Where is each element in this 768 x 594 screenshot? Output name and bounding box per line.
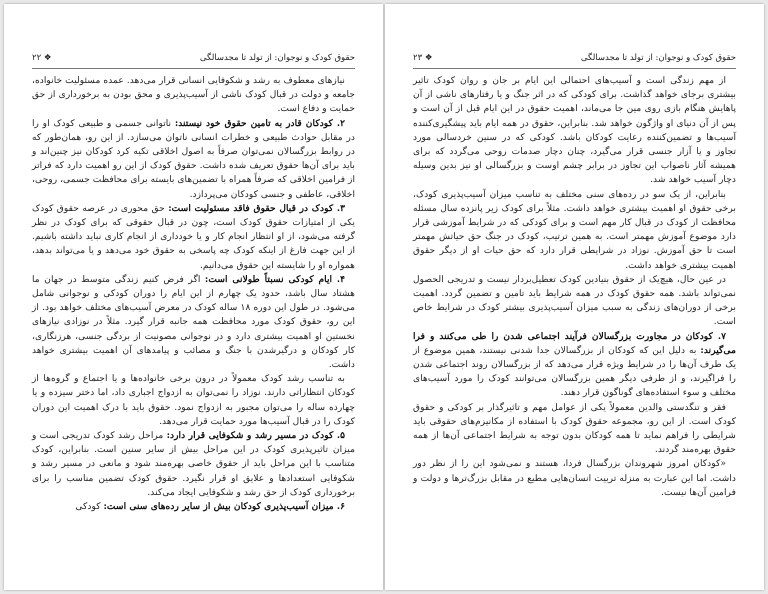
paragraph-text: ناتوانی جسمی و طبیعی کودک او را در مقابل حوادث طبیعی و خطرات انسانی ناتوان می‌سازد. از این رو، همان‌طور که در روابط بزرگسالان نمی‌توان صرفاً به اصول اخلاقی تکیه کرد کودکان نیز چنین‌اند و باید برای آن‌ها حقوق تعریف شده داشت. حقوق کودک از این رو اهمیت دارد که فراتر از فرامین اخلاقی که صرفاً همراه با تضمین‌های بایسته برای محافظت جسمی، روحی، اخلاقی، عاطفی و جنسی کودکان می‌پردازد. — [31, 117, 355, 200]
running-title: حقوق کودک و نوجوان: از تولد تا مجدسالگی — [580, 53, 736, 63]
paragraph — [413, 330, 736, 401]
paragraph-text: به دلیل این که کودکان از بزرگسالان جدا شدنی نیستند، همین موضوع از یک طرف آن‌ها را در شرایط ویژه قرار می‌دهد که از بزرگسالان روند اجتماعی شدن را فراگیرند، و از طرفی دیگر همین بزرگسالان می‌توانند کودک را مورد آسیب‌های مختلف و سوء استفاده‌های گوناگون قرار دهند. — [413, 344, 736, 399]
paragraph — [413, 401, 736, 458]
paragraph-text: بنابراین، از یک سو در رده‌های سنی مختلف به تناسب میزان آسیب‌پذیری کودک، برخی حقوق او اهمیت بیشتری خواهد داشت. مثلاً برای کودک زیر پانزده سال مسئله محافظت از کودک در قبال کار مهم است و برای کودکی که در شرایط آموزشی قرار دارد موضوع آموزش مهمتر است. به همین ترتیب، کودک در جنگ حق حیاتش مهمتر است تا حق آموزش. نوزاد در شرایطی قرار دارد که حق حیات او از دیگر حقوق اهمیت بیشتری خواهد داشت. — [413, 188, 736, 271]
paragraph — [32, 117, 355, 202]
paragraph-text: «کودکان امروز شهروندان بزرگسال فردا، هستند و نمی‌شود این را از نظر دور داشت. اما این عبارت به منزله تربیت انسان‌هایی مطیع در مقابل بزرگ‌ترها و دولت و فرامین آن‌ها نیست. — [413, 458, 736, 498]
paragraph-text: مراحل رشد کودک تدریجی است و میزان تاثیرپذیری کودک در این مراحل بیش از سایر سنین است. بنابراین، کودک متناسب با این مراحل باید از حقوق خاصی بهره‌مند شود و مانعی در مسیر رشد و شکوفایی استعدادها و علایق او قرار نگیرد. حقوق کودک تضمین مناسب را برای برخورداری کودک از حق رشد و شکوفایی ایجاد می‌کند. — [32, 430, 355, 498]
paragraph-heading: ۷. کودکان در مجاورت بزرگسالان فرآیند اجتماعی شدن را طی می‌کنند و فرا می‌گیرند: — [413, 330, 736, 356]
paragraph-heading: ۲. کودکان قادر به تامین حقوق خود نیستند: — [174, 117, 346, 129]
running-title: حقوق کودک و نوجوان: از تولد تا مجدسالگی — [199, 53, 355, 63]
header-rule — [413, 68, 736, 69]
paragraph — [413, 273, 736, 330]
paragraph — [32, 429, 355, 500]
paragraph — [32, 273, 355, 372]
right-page — [385, 4, 764, 590]
paragraph — [413, 188, 736, 273]
page-body — [413, 74, 736, 500]
paragraph-heading: ۴. ایام کودکی نسبتاً طولانی است: — [204, 273, 345, 285]
page-number: ❖ ۲۲ — [32, 53, 52, 63]
paragraph — [32, 202, 355, 273]
paragraph-text: حق محوری در عرصه حقوق کودک یکی از امتیازات حقوق کودک است، چون در قبال حقوقی که برای کودک در نظر گرفته می‌شود، از او انتظار انجام کار و یا خودداری از انجام کاری نباید داشته باشیم. از این جهت فارغ از اینکه کودک چه پاسخی به حقوق خود می‌دهد و یا می‌تواند بدهد، همواره او را شایسته این حقوق می‌دانیم. — [32, 202, 355, 271]
paragraph-text: در عین حال، هیچ‌یک از حقوق بنیادین کودک تعطیل‌بردار نیست و تدریجی الحصول نمی‌تواند باشد. همه حقوق کودک در همه شرایط باید تامین و تضمین گردد. اهمیت برخی از دوران‌های زندگی به سبب میزان آسیب‌پذیری بیشتر کودک در شرایط خاص است. — [413, 273, 736, 328]
paragraph-text: اگر فرض کنیم زندگی متوسط در جهان ما هشتاد سال باشد، حدود یک چهارم از این ایام را دوران کودکی و نوجوانی شامل می‌شود. در طول این دوره ۱۸ ساله کودک در معرض آسیب‌های مختلف خواهد بود. از این رو، حقوق کودک مورد محافظت همه جانبه قرار گیرد. مثلاً در نوزادی نیازهای نخستین او اهمیت بیشتری دارد و در نوجوانی مصونیت از بردگی جنسی، هرزنگاری، کار کودکان و درگیرشدن با جنگ و مصائب و پیامدهای آن اهمیت بیشتری خواهد داشت. — [32, 273, 356, 371]
paragraph-text: فقر و تنگدستی والدین معمولاً یکی از عوامل مهم و تاثیرگذار بر کودکی و حقوق کودک است. از این رو، مجموعه حقوق کودک با استفاده از مکانیزم‌های حقوقی باید شرایطی را فراهم نماید تا همه کودکان بدون توجه به شرایط اجتماعی آن‌ها از همه حقوق بهره‌مند گردند. — [413, 401, 736, 456]
left-page — [4, 4, 383, 590]
paragraph — [32, 372, 355, 429]
paragraph-text: به تناسب رشد کودک معمولاً در درون برخی خانواده‌ها و یا اجتماع و گروه‌ها از کودکان انتظاراتی دارند. نوزاد را نمی‌توان به ازدواج اجباری داد، اما دختر سیزده و یا چهارده ساله را می‌توان مجبور به ازدواج نمود. حقوق باید با درک اهمیت این دوران کودک را در قبال آسیب‌ها مورد حمایت قرار می‌دهد. — [32, 373, 355, 427]
page-body — [32, 74, 355, 514]
paragraph-heading: ۳. کودک در قبال حقوق فاقد مسئولیت است: — [168, 202, 345, 214]
page-header — [32, 53, 355, 65]
paragraph-text: از مهم زندگی است و آسیب‌های احتمالی این ایام بر جان و روان کودک تاثیر بیشتری برجای خواهد گذاشت. برای کودکی که در اثر جنگ و یا رفتارهای ناشی از آن پاهایش هنگام بازی روی مین جا می‌ماند، اهمیت حقوق در این ایام قبل از آن است و پس از آن دنیای او واژگون خواهد شد. بنابراین، حقوق در همه ایام باید پیشگیری‌کننده آسیب‌ها و تضمین‌کننده رعایت کودکان باشد. کودکی که در سنین خردسالی مورد تجاوز و یا آزار جنسی قرار می‌گیرد، چنان دچار صدمات روحی می‌گردد که برای همیشه آثار ناصواب این تجاوز در برابر چشم اوست و بزرگسالی او نیز بدین وسیله دچار آسیب خواهد شد. — [413, 75, 736, 186]
paragraph-text: نیازهای معطوف به رشد و شکوفایی انسانی قرار می‌دهد. عمده مسئولیت خانواده، جامعه و دولت در قبال کودک ناشی از آسیب‌پذیری و محق بودن به برخورداری از حق حمایت و دفاع است. — [32, 75, 355, 115]
paragraph-heading: ۶. میزان آسیب‌پذیری کودکان بیش از سایر رده‌های سنی است: — [103, 501, 345, 513]
header-rule — [32, 68, 355, 69]
paragraph-heading: ۵. کودک در مسیر رشد و شکوفایی قرار دارد: — [166, 430, 345, 442]
page-header — [413, 53, 736, 65]
page-number: ❖ ۲۳ — [413, 53, 433, 63]
paragraph — [413, 74, 736, 188]
paragraph-text: کودکی — [75, 501, 101, 513]
paragraph — [32, 500, 355, 514]
paragraph — [413, 457, 736, 500]
paragraph — [32, 74, 355, 117]
